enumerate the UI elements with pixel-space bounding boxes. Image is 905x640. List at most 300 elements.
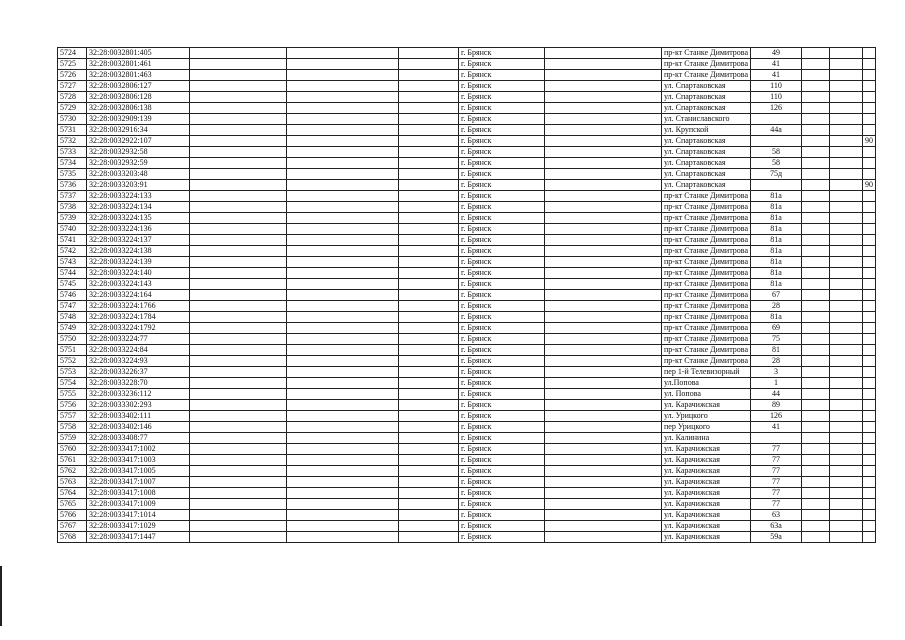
city-cell: г. Брянск <box>459 224 545 235</box>
cadastral-number-cell: 32:28:0033224:139 <box>87 257 190 268</box>
street-cell: ул. Станиславского <box>662 114 751 125</box>
table-row <box>58 367 876 378</box>
empty-cell <box>287 422 399 433</box>
empty-cell <box>802 411 830 422</box>
table-row <box>58 323 876 334</box>
city-cell: г. Брянск <box>459 499 545 510</box>
row-number-cell: 5765 <box>58 499 87 510</box>
city-cell: г. Брянск <box>459 356 545 367</box>
empty-cell <box>287 48 399 59</box>
row-number-cell: 5729 <box>58 103 87 114</box>
empty-cell <box>545 202 662 213</box>
empty-cell <box>830 400 863 411</box>
empty-cell <box>190 488 287 499</box>
empty-cell <box>287 389 399 400</box>
house-number-cell: 75д <box>751 169 802 180</box>
empty-cell <box>545 136 662 147</box>
empty-cell <box>399 48 459 59</box>
row-number-cell: 5762 <box>58 466 87 477</box>
house-number-cell: 44а <box>751 125 802 136</box>
empty-cell <box>545 290 662 301</box>
empty-cell <box>190 103 287 114</box>
extra-value-cell <box>863 488 876 499</box>
street-cell: ул. Спартаковская <box>662 136 751 147</box>
cadastral-number-cell: 32:28:0033224:84 <box>87 345 190 356</box>
empty-cell <box>287 367 399 378</box>
row-number-cell: 5753 <box>58 367 87 378</box>
empty-cell <box>399 499 459 510</box>
empty-cell <box>287 323 399 334</box>
cadastral-number-cell: 32:28:0033226:37 <box>87 367 190 378</box>
cadastral-number-cell: 32:28:0032801:461 <box>87 59 190 70</box>
empty-cell <box>399 125 459 136</box>
row-number-cell: 5738 <box>58 202 87 213</box>
cadastral-number-cell: 32:28:0033203:48 <box>87 169 190 180</box>
empty-cell <box>545 246 662 257</box>
cadastral-number-cell: 32:28:0033417:1003 <box>87 455 190 466</box>
city-cell: г. Брянск <box>459 59 545 70</box>
cadastral-number-cell: 32:28:0033224:1792 <box>87 323 190 334</box>
row-number-cell: 5763 <box>58 477 87 488</box>
extra-value-cell <box>863 268 876 279</box>
table-row <box>58 246 876 257</box>
empty-cell <box>802 191 830 202</box>
extra-value-cell <box>863 378 876 389</box>
empty-cell <box>190 499 287 510</box>
house-number-cell: 110 <box>751 92 802 103</box>
empty-cell <box>190 279 287 290</box>
street-cell: ул. Карачижская <box>662 510 751 521</box>
city-cell: г. Брянск <box>459 191 545 202</box>
extra-value-cell <box>863 257 876 268</box>
table-row <box>58 444 876 455</box>
empty-cell <box>190 48 287 59</box>
empty-cell <box>802 488 830 499</box>
house-number-cell: 44 <box>751 389 802 400</box>
empty-cell <box>399 92 459 103</box>
extra-value-cell <box>863 246 876 257</box>
cadastral-number-cell: 32:28:0033417:1007 <box>87 477 190 488</box>
house-number-cell: 58 <box>751 147 802 158</box>
empty-cell <box>545 455 662 466</box>
house-number-cell: 81а <box>751 213 802 224</box>
empty-cell <box>287 136 399 147</box>
empty-cell <box>545 70 662 81</box>
house-number-cell: 75 <box>751 334 802 345</box>
row-number-cell: 5759 <box>58 433 87 444</box>
empty-cell <box>802 356 830 367</box>
empty-cell <box>802 367 830 378</box>
row-number-cell: 5760 <box>58 444 87 455</box>
empty-cell <box>399 477 459 488</box>
empty-cell <box>802 444 830 455</box>
cadastral-number-cell: 32:28:0033224:93 <box>87 356 190 367</box>
empty-cell <box>190 466 287 477</box>
empty-cell <box>190 136 287 147</box>
house-number-cell: 81а <box>751 224 802 235</box>
empty-cell <box>830 345 863 356</box>
street-cell: ул. Карачижская <box>662 532 751 543</box>
city-cell: г. Брянск <box>459 180 545 191</box>
cadastral-number-cell: 32:28:0033203:91 <box>87 180 190 191</box>
house-number-cell <box>751 136 802 147</box>
street-cell: пр-кт Станке Димитрова <box>662 323 751 334</box>
empty-cell <box>830 81 863 92</box>
empty-cell <box>830 510 863 521</box>
empty-cell <box>830 235 863 246</box>
row-number-cell: 5751 <box>58 345 87 356</box>
row-number-cell: 5724 <box>58 48 87 59</box>
extra-value-cell <box>863 400 876 411</box>
extra-value-cell <box>863 433 876 444</box>
city-cell: г. Брянск <box>459 455 545 466</box>
cadastral-number-cell: 32:28:0033417:1008 <box>87 488 190 499</box>
empty-cell <box>802 147 830 158</box>
house-number-cell: 126 <box>751 411 802 422</box>
empty-cell <box>802 477 830 488</box>
city-cell: г. Брянск <box>459 268 545 279</box>
cadastral-number-cell: 32:28:0033236:112 <box>87 389 190 400</box>
empty-cell <box>399 532 459 543</box>
empty-cell <box>190 224 287 235</box>
empty-cell <box>399 466 459 477</box>
city-cell: г. Брянск <box>459 279 545 290</box>
empty-cell <box>399 521 459 532</box>
extra-value-cell <box>863 224 876 235</box>
extra-value-cell <box>863 499 876 510</box>
house-number-cell: 126 <box>751 103 802 114</box>
table-row <box>58 114 876 125</box>
empty-cell <box>287 466 399 477</box>
empty-cell <box>830 290 863 301</box>
empty-cell <box>802 499 830 510</box>
extra-value-cell <box>863 345 876 356</box>
row-number-cell: 5730 <box>58 114 87 125</box>
city-cell: г. Брянск <box>459 136 545 147</box>
empty-cell <box>190 268 287 279</box>
house-number-cell: 81а <box>751 257 802 268</box>
extra-value-cell <box>863 389 876 400</box>
empty-cell <box>802 532 830 543</box>
house-number-cell: 110 <box>751 81 802 92</box>
empty-cell <box>545 59 662 70</box>
table-row <box>58 202 876 213</box>
street-cell: ул. Спартаковская <box>662 92 751 103</box>
cadastral-number-cell: 32:28:0033224:134 <box>87 202 190 213</box>
empty-cell <box>802 70 830 81</box>
house-number-cell: 41 <box>751 70 802 81</box>
empty-cell <box>802 521 830 532</box>
empty-cell <box>545 400 662 411</box>
empty-cell <box>830 147 863 158</box>
table-row <box>58 378 876 389</box>
empty-cell <box>545 191 662 202</box>
row-number-cell: 5745 <box>58 279 87 290</box>
empty-cell <box>545 488 662 499</box>
empty-cell <box>399 257 459 268</box>
street-cell: ул. Крупской <box>662 125 751 136</box>
empty-cell <box>802 48 830 59</box>
empty-cell <box>830 301 863 312</box>
city-cell: г. Брянск <box>459 444 545 455</box>
city-cell: г. Брянск <box>459 48 545 59</box>
empty-cell <box>802 400 830 411</box>
table-row <box>58 169 876 180</box>
empty-cell <box>399 422 459 433</box>
table-row <box>58 477 876 488</box>
city-cell: г. Брянск <box>459 169 545 180</box>
empty-cell <box>545 103 662 114</box>
extra-value-cell <box>863 169 876 180</box>
street-cell: ул. Спартаковская <box>662 103 751 114</box>
house-number-cell: 3 <box>751 367 802 378</box>
cadastral-number-cell: 32:28:0032806:138 <box>87 103 190 114</box>
row-number-cell: 5725 <box>58 59 87 70</box>
empty-cell <box>190 180 287 191</box>
house-number-cell <box>751 180 802 191</box>
empty-cell <box>802 279 830 290</box>
city-cell: г. Брянск <box>459 202 545 213</box>
empty-cell <box>399 268 459 279</box>
empty-cell <box>830 268 863 279</box>
house-number-cell: 77 <box>751 444 802 455</box>
empty-cell <box>287 279 399 290</box>
empty-cell <box>545 389 662 400</box>
empty-cell <box>190 147 287 158</box>
extra-value-cell <box>863 301 876 312</box>
city-cell: г. Брянск <box>459 103 545 114</box>
street-cell: пр-кт Станке Димитрова <box>662 257 751 268</box>
empty-cell <box>190 455 287 466</box>
row-number-cell: 5741 <box>58 235 87 246</box>
empty-cell <box>802 389 830 400</box>
empty-cell <box>399 510 459 521</box>
empty-cell <box>287 158 399 169</box>
empty-cell <box>830 433 863 444</box>
empty-cell <box>545 180 662 191</box>
empty-cell <box>802 510 830 521</box>
table-row <box>58 103 876 114</box>
empty-cell <box>190 367 287 378</box>
empty-cell <box>399 301 459 312</box>
empty-cell <box>830 521 863 532</box>
empty-cell <box>399 488 459 499</box>
empty-cell <box>287 202 399 213</box>
empty-cell <box>830 125 863 136</box>
city-cell: г. Брянск <box>459 70 545 81</box>
table-row <box>58 345 876 356</box>
empty-cell <box>830 532 863 543</box>
street-cell: пр-кт Станке Димитрова <box>662 224 751 235</box>
empty-cell <box>399 191 459 202</box>
empty-cell <box>287 444 399 455</box>
street-cell: пр-кт Станке Димитрова <box>662 345 751 356</box>
city-cell: г. Брянск <box>459 323 545 334</box>
cadastral-number-cell: 32:28:0033402:111 <box>87 411 190 422</box>
empty-cell <box>399 323 459 334</box>
street-cell: ул. Урицкого <box>662 411 751 422</box>
extra-value-cell <box>863 213 876 224</box>
empty-cell <box>802 213 830 224</box>
extra-value-cell <box>863 279 876 290</box>
house-number-cell: 63а <box>751 521 802 532</box>
empty-cell <box>802 169 830 180</box>
empty-cell <box>399 246 459 257</box>
empty-cell <box>287 488 399 499</box>
city-cell: г. Брянск <box>459 301 545 312</box>
empty-cell <box>287 455 399 466</box>
empty-cell <box>545 169 662 180</box>
empty-cell <box>190 334 287 345</box>
house-number-cell: 81а <box>751 202 802 213</box>
empty-cell <box>287 378 399 389</box>
row-number-cell: 5748 <box>58 312 87 323</box>
empty-cell <box>190 125 287 136</box>
empty-cell <box>287 356 399 367</box>
empty-cell <box>802 433 830 444</box>
city-cell: г. Брянск <box>459 389 545 400</box>
empty-cell <box>802 136 830 147</box>
empty-cell <box>190 202 287 213</box>
row-number-cell: 5756 <box>58 400 87 411</box>
table-row <box>58 136 876 147</box>
extra-value-cell <box>863 70 876 81</box>
table-row <box>58 301 876 312</box>
table-row <box>58 257 876 268</box>
house-number-cell: 63 <box>751 510 802 521</box>
extra-value-cell <box>863 367 876 378</box>
empty-cell <box>830 180 863 191</box>
empty-cell <box>190 92 287 103</box>
empty-cell <box>399 147 459 158</box>
house-number-cell: 1 <box>751 378 802 389</box>
extra-value-cell <box>863 147 876 158</box>
empty-cell <box>190 422 287 433</box>
row-number-cell: 5749 <box>58 323 87 334</box>
city-cell: г. Брянск <box>459 510 545 521</box>
empty-cell <box>399 455 459 466</box>
extra-value-cell <box>863 202 876 213</box>
street-cell: пр-кт Станке Димитрова <box>662 356 751 367</box>
row-number-cell: 5747 <box>58 301 87 312</box>
empty-cell <box>399 389 459 400</box>
city-cell: г. Брянск <box>459 114 545 125</box>
empty-cell <box>287 334 399 345</box>
empty-cell <box>830 213 863 224</box>
city-cell: г. Брянск <box>459 213 545 224</box>
empty-cell <box>545 499 662 510</box>
cadastral-number-cell: 32:28:0033417:1005 <box>87 466 190 477</box>
empty-cell <box>399 114 459 125</box>
extra-value-cell <box>863 411 876 422</box>
empty-cell <box>802 92 830 103</box>
extra-value-cell <box>863 312 876 323</box>
empty-cell <box>545 510 662 521</box>
cadastral-number-cell: 32:28:0033224:140 <box>87 268 190 279</box>
city-cell: г. Брянск <box>459 257 545 268</box>
street-cell: ул. Карачижская <box>662 455 751 466</box>
empty-cell <box>802 290 830 301</box>
empty-cell <box>190 257 287 268</box>
cadastral-number-cell: 32:28:0033417:1009 <box>87 499 190 510</box>
empty-cell <box>545 147 662 158</box>
city-cell: г. Брянск <box>459 378 545 389</box>
empty-cell <box>399 290 459 301</box>
empty-cell <box>802 180 830 191</box>
empty-cell <box>830 455 863 466</box>
street-cell: ул. Карачижская <box>662 400 751 411</box>
city-cell: г. Брянск <box>459 466 545 477</box>
empty-cell <box>830 356 863 367</box>
street-cell: ул. Спартаковская <box>662 81 751 92</box>
house-number-cell: 69 <box>751 323 802 334</box>
city-cell: г. Брянск <box>459 81 545 92</box>
street-cell: ул. Попова <box>662 389 751 400</box>
empty-cell <box>399 433 459 444</box>
row-number-cell: 5727 <box>58 81 87 92</box>
empty-cell <box>190 521 287 532</box>
empty-cell <box>190 345 287 356</box>
empty-cell <box>830 367 863 378</box>
table-row <box>58 279 876 290</box>
table-row <box>58 499 876 510</box>
cadastral-number-cell: 32:28:0033224:143 <box>87 279 190 290</box>
empty-cell <box>802 202 830 213</box>
empty-cell <box>399 400 459 411</box>
empty-cell <box>830 444 863 455</box>
city-cell: г. Брянск <box>459 400 545 411</box>
empty-cell <box>287 81 399 92</box>
empty-cell <box>287 411 399 422</box>
empty-cell <box>287 125 399 136</box>
empty-cell <box>545 48 662 59</box>
house-number-cell: 67 <box>751 290 802 301</box>
cadastral-number-cell: 32:28:0033224:1784 <box>87 312 190 323</box>
empty-cell <box>830 323 863 334</box>
empty-cell <box>287 312 399 323</box>
empty-cell <box>545 268 662 279</box>
table-row <box>58 433 876 444</box>
empty-cell <box>190 213 287 224</box>
empty-cell <box>545 477 662 488</box>
extra-value-cell: 90 <box>863 136 876 147</box>
table-row <box>58 312 876 323</box>
table-row <box>58 356 876 367</box>
empty-cell <box>287 169 399 180</box>
empty-cell <box>287 147 399 158</box>
table-row <box>58 455 876 466</box>
city-cell: г. Брянск <box>459 477 545 488</box>
empty-cell <box>545 114 662 125</box>
table-row <box>58 488 876 499</box>
empty-cell <box>802 466 830 477</box>
empty-cell <box>830 279 863 290</box>
house-number-cell: 81а <box>751 191 802 202</box>
street-cell: пр-кт Станке Димитрова <box>662 213 751 224</box>
empty-cell <box>545 356 662 367</box>
empty-cell <box>830 246 863 257</box>
city-cell: г. Брянск <box>459 488 545 499</box>
empty-cell <box>190 312 287 323</box>
empty-cell <box>287 433 399 444</box>
empty-cell <box>287 213 399 224</box>
empty-cell <box>830 334 863 345</box>
table-row <box>58 422 876 433</box>
empty-cell <box>830 191 863 202</box>
city-cell: г. Брянск <box>459 345 545 356</box>
empty-cell <box>287 70 399 81</box>
empty-cell <box>190 356 287 367</box>
